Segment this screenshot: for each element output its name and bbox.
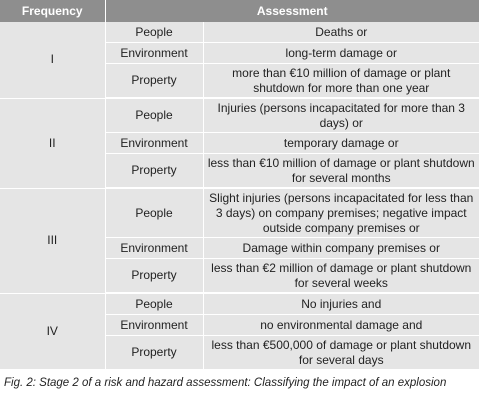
- category-cell: Property: [105, 336, 203, 370]
- assessment-cell: temporary damage or: [203, 133, 479, 154]
- table-row: [0, 22, 479, 43]
- category-cell: Environment: [105, 315, 203, 336]
- table-row: [0, 98, 479, 133]
- category-cell: Property: [105, 259, 203, 294]
- frequency-cell: I: [0, 22, 105, 98]
- header-assessment: Assessment: [105, 0, 479, 22]
- header-frequency: Frequency: [0, 0, 105, 22]
- assessment-cell: No injuries and: [203, 293, 479, 315]
- assessment-cell: less than €500,000 of damage or plant shutdown for several days: [203, 336, 479, 370]
- category-cell: Property: [105, 64, 203, 99]
- category-cell: Environment: [105, 133, 203, 154]
- frequency-cell: II: [0, 98, 105, 188]
- assessment-cell: less than €10 million of damage or plant shutdown for several months: [203, 154, 479, 189]
- frequency-cell: IV: [0, 293, 105, 370]
- assessment-cell: Slight injuries (persons incapacitated for less than 3 days) on company premises; negative impact outside company premises or: [203, 188, 479, 238]
- assessment-cell: more than €10 million of damage or plant shutdown for more than one year: [203, 64, 479, 99]
- assessment-cell: Deaths or: [203, 22, 479, 43]
- table-row: [0, 293, 479, 315]
- category-cell: People: [105, 22, 203, 43]
- frequency-cell: III: [0, 188, 105, 293]
- category-cell: People: [105, 293, 203, 315]
- category-cell: Environment: [105, 43, 203, 64]
- table-row: [0, 188, 479, 238]
- assessment-cell: Injuries (persons incapacitated for more than 3 days) or: [203, 98, 479, 133]
- assessment-cell: long-term damage or: [203, 43, 479, 64]
- category-cell: Property: [105, 154, 203, 189]
- table-header: [0, 0, 479, 22]
- assessment-cell: no environmental damage and: [203, 315, 479, 336]
- category-cell: Environment: [105, 238, 203, 259]
- assessment-cell: less than €2 million of damage or plant shutdown for several weeks: [203, 259, 479, 294]
- figure-caption: Fig. 2: Stage 2 of a risk and hazard assessment: Classifying the impact of an explosion: [4, 377, 447, 389]
- category-cell: People: [105, 188, 203, 238]
- assessment-cell: Damage within company premises or: [203, 238, 479, 259]
- category-cell: People: [105, 98, 203, 133]
